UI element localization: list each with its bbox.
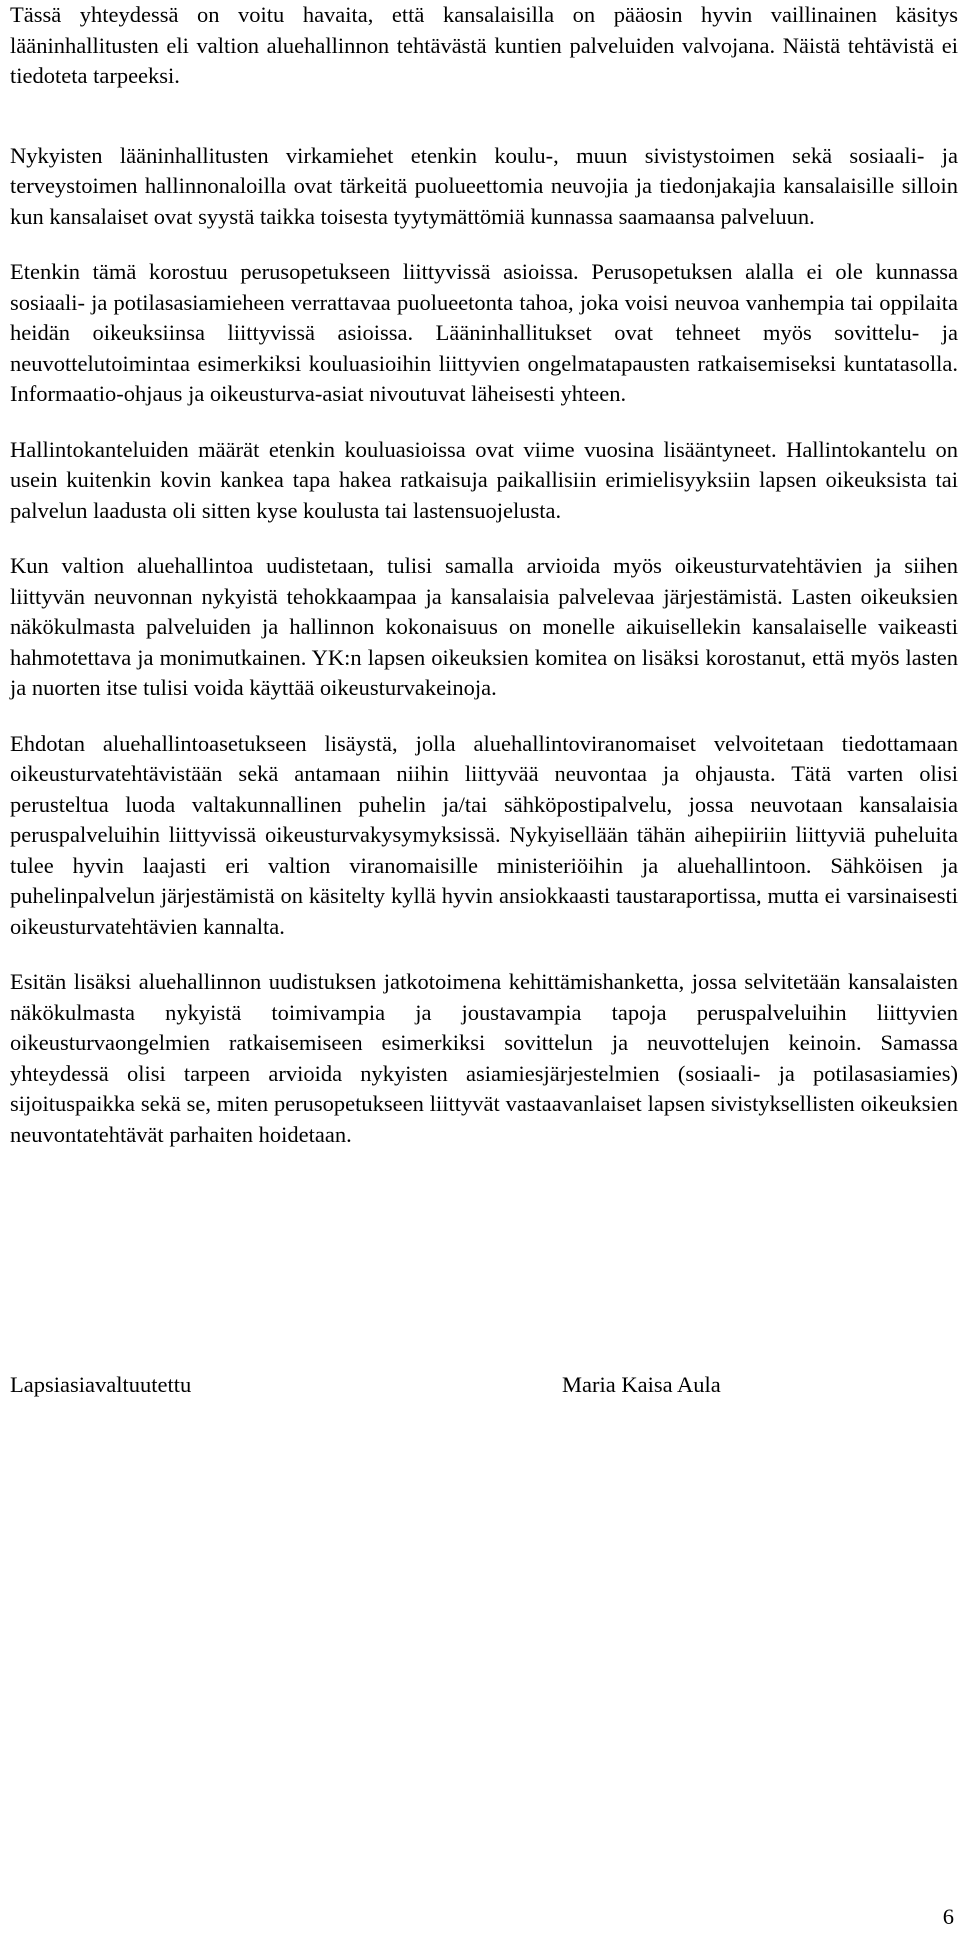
signature-name: Maria Kaisa Aula [562, 1372, 721, 1397]
paragraph: Etenkin tämä korostuu perusopetukseen liittyvissä asioissa. Perusopetuksen alalla ei ole kunnassa sosiaali- ja potilasasiamieheen verrattavaa puolueetonta tahoa, joka voisi neuvoa vanhempia tai oppilaita heidän oikeuksiinsa liittyvissä asioissa. Lääninhallitukset ovat tehneet myös sovittelu- ja neuvottelutoimintaa esimerkiksi kouluasioihin liittyvien ongelmatapausten ratkaisemiseksi kuntatasolla. Informaatio-ohjaus ja oikeusturva-asiat nivoutuvat läheisesti yhteen. [10, 259, 958, 406]
paragraph: Ehdotan aluehallintoasetukseen lisäystä, jolla aluehallintoviranomaiset velvoitetaan tiedottamaan oikeusturvatehtävistään sekä antamaan niihin liittyvää neuvontaa ja ohjausta. Tätä varten olisi perusteltua luoda valtakunnallinen puhelin ja/tai sähköpostipalvelu, jossa neuvotaan kansalaisia peruspalveluihin liittyvissä oikeusturvakysymyksissä. Nykyisellään tähän aihepiiriin liittyviä puheluita tulee hyvin laajasti eri valtion viranomaisille ministeriöihin ja aluehallintoon. Sähköisen ja puhelinpalvelun järjestämistä on käsitelty kyllä hyvin ansiokkaasti taustaraportissa, mutta ei varsinaisesti oikeusturvatehtävien kannalta. [10, 730, 958, 939]
paragraph: Tässä yhteydessä on voitu havaita, että kansalaisilla on pääosin hyvin vaillinainen käsitys lääninhallitusten eli valtion aluehallinnon tehtävästä kuntien palveluiden valvojana. Näistä tehtävistä ei tiedoteta tarpeeksi. [10, 2, 958, 88]
signature-title: Lapsiasiavaltuutettu [10, 1372, 192, 1397]
paragraph: Nykyisten lääninhallitusten virkamiehet etenkin koulu-, muun sivistystoimen sekä sosiaali- ja terveystoimen hallinnonaloilla ovat tärkeitä puolueettomia neuvojia ja tiedonjakajia kansalaisille silloin kun kansalaiset ovat syystä taikka toisesta tyytymättömiä kunnassa saamaansa palveluun. [10, 142, 958, 229]
paragraph: Esitän lisäksi aluehallinnon uudistuksen jatkotoimena kehittämishanketta, jossa selvitetään kansalaisten näkökulmasta nykyistä toimivampia ja joustavampia tapoja peruspalveluihin liittyvien oikeusturvaongelmien ratkaisemiseen esimerkiksi sovittelun ja neuvottelujen keinoin. Samassa yhteydessä olisi tarpeen arvioida nykyisten asiamiesjärjestelmien (sosiaali- ja potilasasiamies) sijoituspaikka sekä se, miten perusopetukseen liittyvät vastaavanlaiset lapsen sivistyksellisten oikeuksien neuvontatehtävät parhaiten hoidetaan. [10, 969, 958, 1147]
paragraph: Kun valtion aluehallintoa uudistetaan, tulisi samalla arvioida myös oikeusturvatehtävien ja siihen liittyvän neuvonnan nykyistä tehokkaampaa ja kansalaisia palvelevaa järjestämistä. Lasten oikeuksien näkökulmasta palveluiden ja hallinnon kokonaisuus on monelle aikuisellekin kansalaiselle vaikeasti hahmotettava ja monimutkainen. YK:n lapsen oikeuksien komitea on lisäksi korostanut, että myös lasten ja nuorten itse tulisi voida käyttää oikeusturvakeinoja. [10, 553, 958, 700]
page-number: 6 [942, 1904, 954, 1929]
document-body [10, 0, 958, 1150]
paragraph: Hallintokanteluiden määrät etenkin kouluasioissa ovat viime vuosina lisääntyneet. Hallintokantelu on usein kuitenkin kovin kankea tapa hakea ratkaisuja paikallisiin erimielisyyksiin lapsen oikeuksista tai palvelun laadusta oli sitten kyse koulusta tai lastensuojelusta. [10, 436, 958, 523]
